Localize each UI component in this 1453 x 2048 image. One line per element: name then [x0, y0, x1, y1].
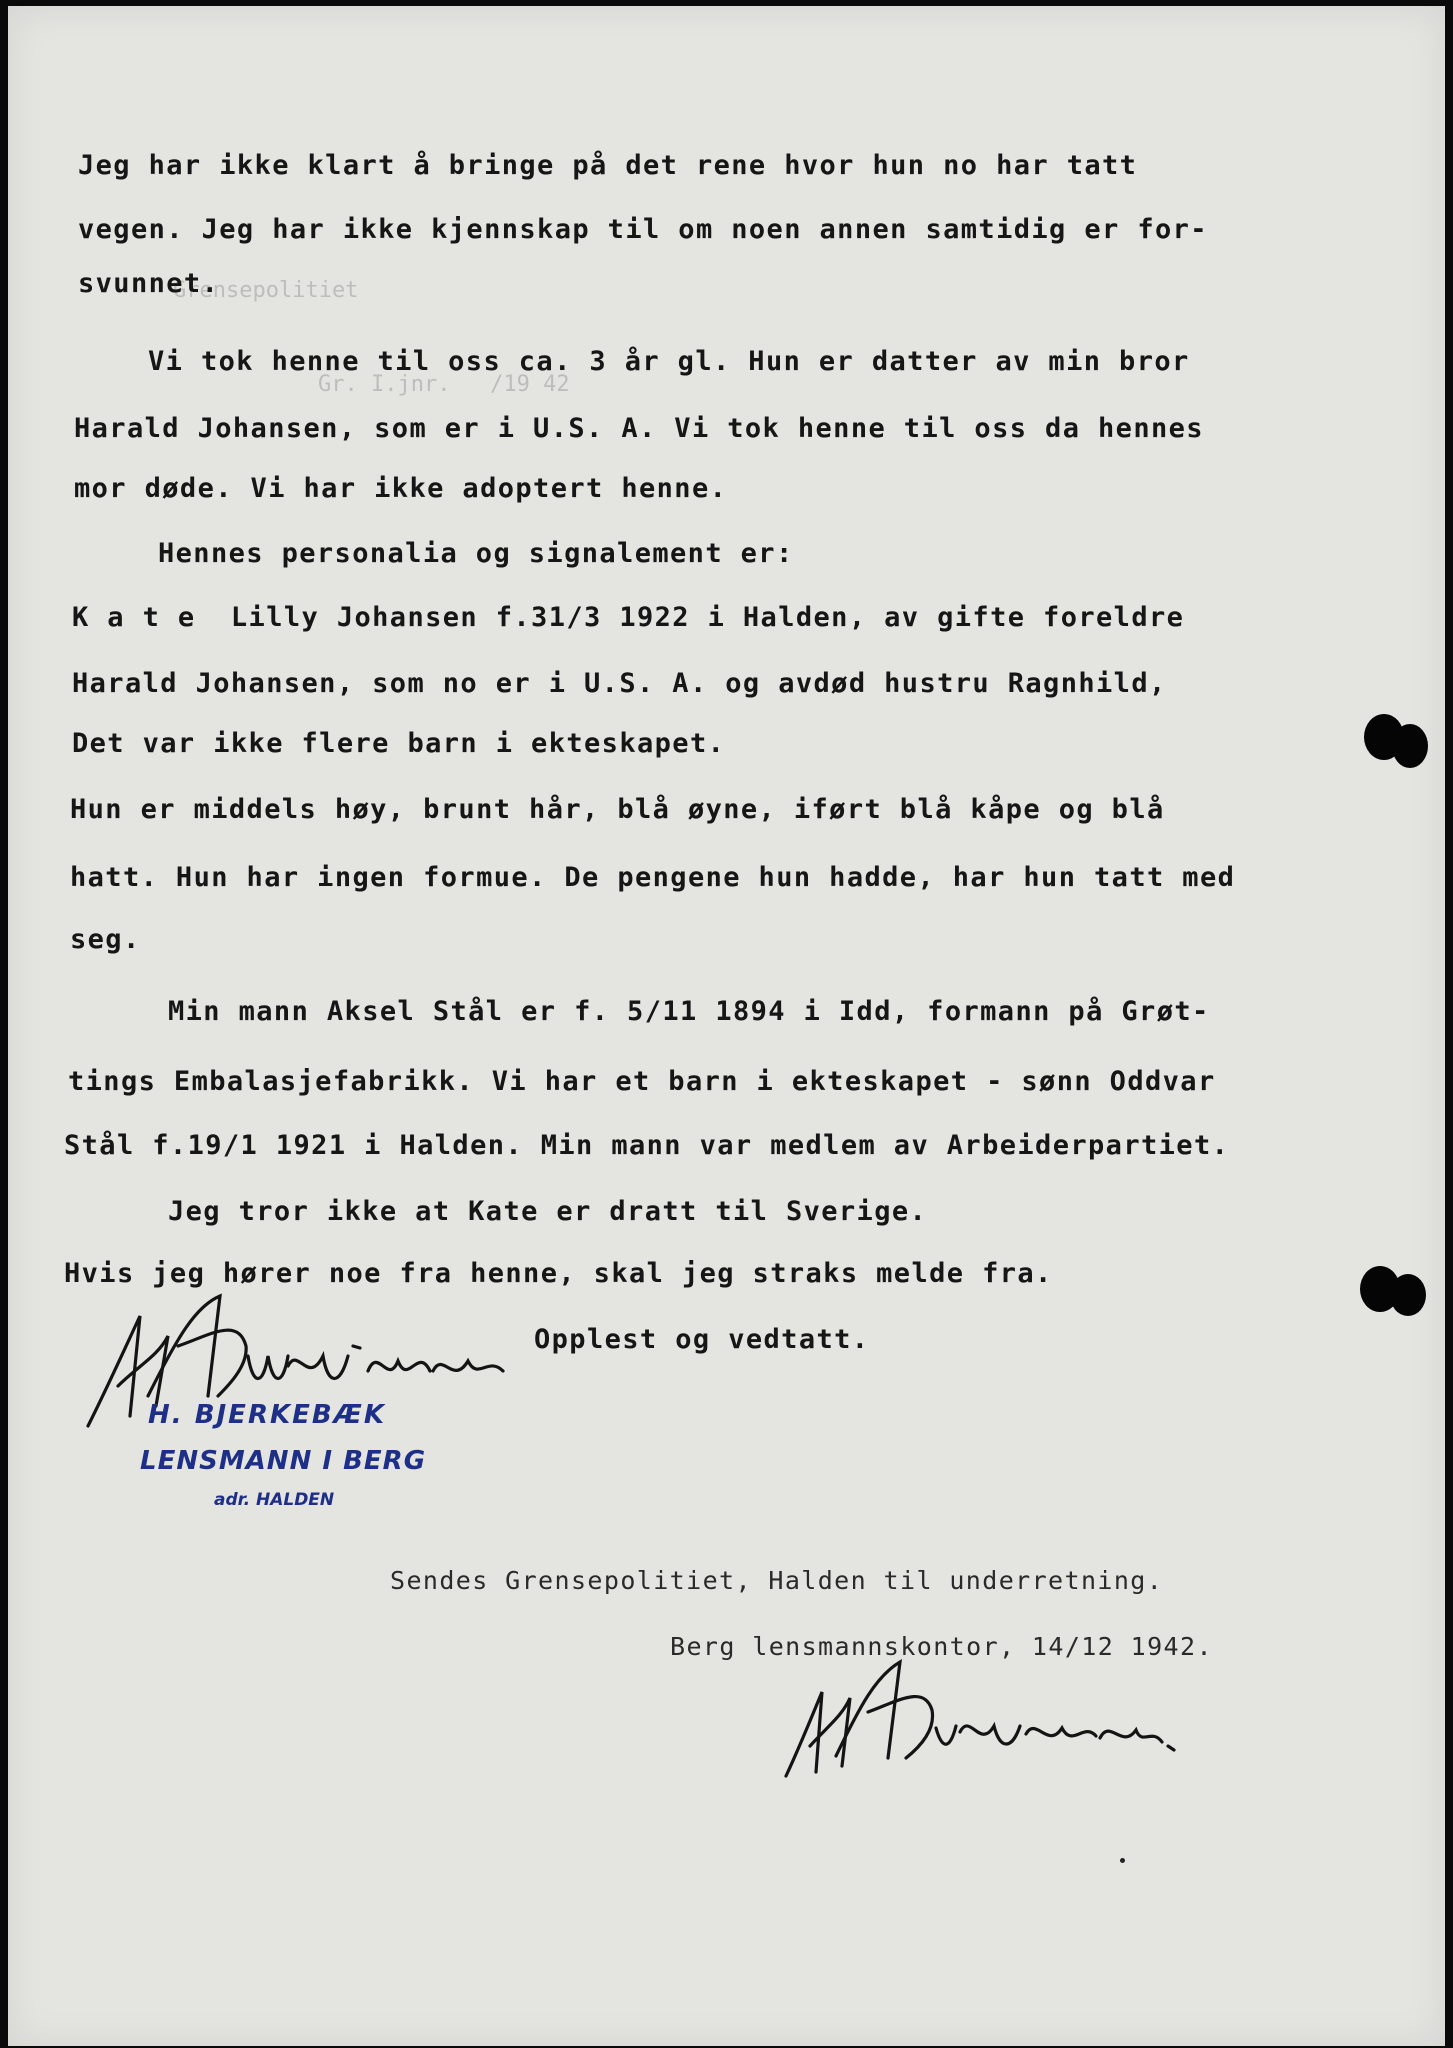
text-line: mor døde. Vi har ikke adoptert henne.	[74, 473, 728, 504]
text-line: Jeg tror ikke at Kate er dratt til Sverige.	[168, 1196, 928, 1227]
text-line: tings Embalasjefabrikk. Vi har et barn i ekteskapet - sønn Oddvar	[68, 1066, 1216, 1097]
ghost-stamp-line-2: Gr. I.jnr. /19 42	[318, 372, 570, 397]
text-line: vegen. Jeg har ikke kjennskap til om noen annen samtidig er for-	[78, 214, 1208, 245]
text-line: Jeg har ikke klart å bringe på det rene hvor hun no har tatt	[78, 150, 1138, 181]
stamp-title: LENSMANN I BERG	[140, 1446, 427, 1476]
punch-hole	[1390, 1274, 1426, 1316]
stamp-address: adr. HALDEN	[214, 1490, 335, 1510]
text-line: Min mann Aksel Stål er f. 5/11 1894 i Idd, formann på Grøt-	[168, 996, 1210, 1027]
ink-dot	[1120, 1858, 1125, 1863]
punch-hole	[1392, 724, 1428, 768]
ghost-stamp-line-1: Grensepolitiet	[173, 278, 359, 303]
handwritten-signature-2	[776, 1646, 1236, 1786]
text-line: Vi tok henne til oss ca. 3 år gl. Hun er datter av min bror	[148, 346, 1190, 377]
text-line: Harald Johansen, som no er i U.S. A. og avdød hustru Ragnhild,	[72, 668, 1167, 699]
text-line: Opplest og vedtatt.	[534, 1324, 870, 1355]
footer-date-line: Berg lensmannskontor, 14/12 1942.	[670, 1632, 1213, 1661]
stamp-name: H. BJERKEBÆK	[148, 1400, 387, 1430]
text-line: Det var ikke flere barn i ekteskapet.	[72, 728, 726, 759]
text-line: Hvis jeg hører noe fra henne, skal jeg straks melde fra.	[64, 1258, 1053, 1289]
footer-line: Sendes Grensepolitiet, Halden til underretning.	[390, 1566, 1164, 1595]
text-line: svunnet.	[78, 268, 220, 299]
text-line: seg.	[70, 924, 141, 955]
text-line: Stål f.19/1 1921 i Halden. Min mann var medlem av Arbeiderpartiet.	[64, 1130, 1230, 1161]
text-line: Hun er middels høy, brunt hår, blå øyne, iført blå kåpe og blå	[70, 794, 1165, 825]
text-line: Hennes personalia og signalement er:	[158, 538, 794, 569]
text-line: Harald Johansen, som er i U.S. A. Vi tok henne til oss da hennes	[74, 413, 1204, 444]
text-line: hatt. Hun har ingen formue. De pengene hun hadde, har hun tatt med	[70, 862, 1236, 893]
text-line: K a t e Lilly Johansen f.31/3 1922 i Halden, av gifte foreldre	[72, 602, 1185, 633]
document-page	[8, 6, 1445, 2046]
